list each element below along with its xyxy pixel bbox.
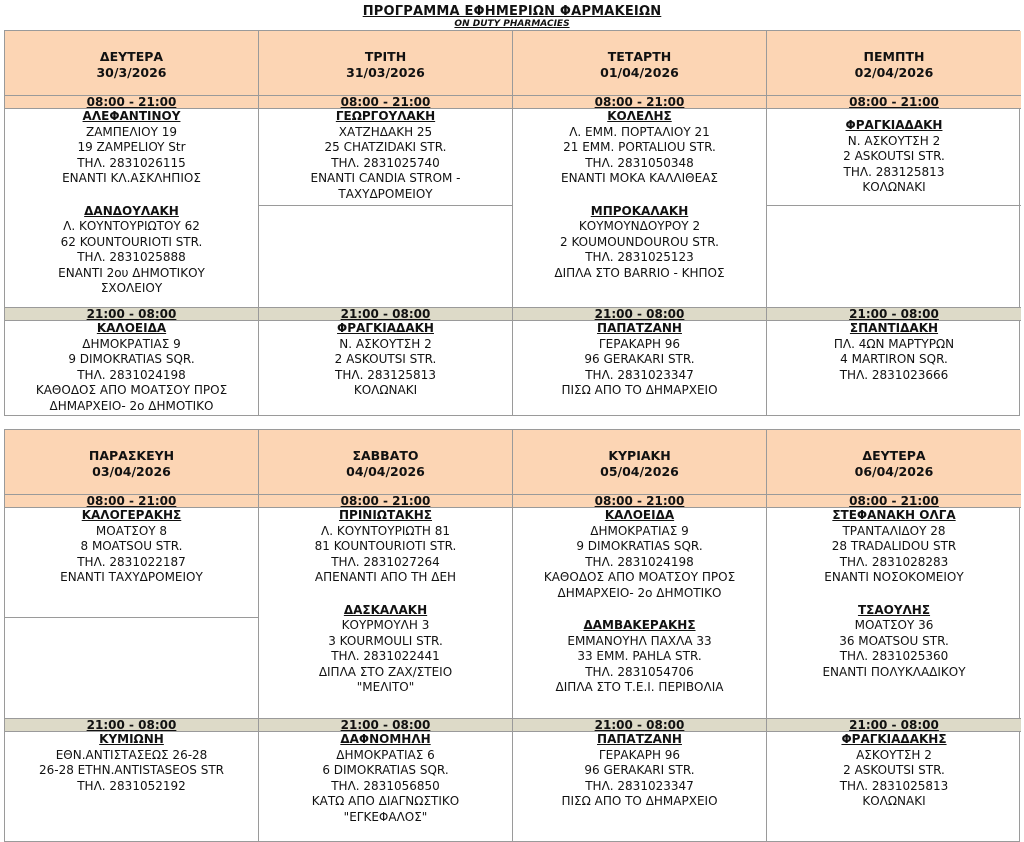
pharmacy-detail: ΕΝΑΝΤΙ ΜΟΚΑ ΚΑΛΛΙΘΕΑΣ [561,171,718,185]
cell-divider [767,205,1021,206]
pharmacy-detail: ΤΗΛ. 283125813 [335,367,436,382]
cell-divider [5,617,258,618]
pharmacy-entry [5,109,258,187]
day-header [5,430,258,495]
day-pharmacies [259,508,512,696]
pharmacy-detail: 81 KOUNTOURIOTI STR. [314,539,457,553]
pharmacy-name: ΔΑΜΒΑΚΕΡΑΚΗΣ [583,618,696,632]
day-pharmacies [513,508,766,696]
day-shift-label: 08:00 - 21:00 [259,495,512,508]
pharmacy-detail: ΓΕΡΑΚΑΡΗ 96 [598,747,681,762]
day-name: ΤΕΤΑΡΤΗ [607,49,672,64]
day-column [513,31,767,415]
pharmacy-detail: ΤΗΛ. 2831025123 [585,250,694,264]
pharmacy-detail: ΤΗΛ. 2831023666 [839,367,949,382]
pharmacy-detail: ΜΟΑΤΣΟΥ 36 [854,618,934,632]
pharmacy-detail: ΕΝΑΝΤΙ 2ου ΔΗΜΟΤΙΚΟΥ [58,265,205,280]
pharmacy-detail: 9 DIMOKRATIAS SQR. [576,539,703,553]
pharmacy-detail: 36 MOATSOU STR. [839,633,949,648]
day-pharmacies [767,508,1021,680]
night-shift-cell [513,732,766,810]
night-shift-label: 21:00 - 08:00 [5,718,258,732]
pharmacy-detail: ΠΛ. 4ΩΝ ΜΑΡΤΥΡΩΝ [833,336,955,351]
day-shift-cell [767,109,1021,307]
pharmacy-name: ΦΡΑΓΚΙΑΔΑΚΗΣ [841,732,947,746]
pharmacy-detail: ΚΑΘΟΔΟΣ ΑΠΟ ΜΟΑΤΣΟΥ ΠΡΟΣ [35,383,228,397]
pharmacy-detail: ΑΣΚΟΥΤΣΗ 2 [856,747,932,762]
day-header [259,430,512,495]
day-shift-cell [513,508,766,718]
pharmacy-detail: ΤΗΛ. 2831022187 [77,554,186,569]
pharmacy-name: ΚΑΛΟΕΙΔΑ [604,508,675,522]
night-shift-cell [5,321,258,414]
night-shift-cell [259,732,512,825]
pharmacy-entry [259,732,512,825]
day-name: ΔΕΥΤΕΡΑ [862,448,926,463]
day-date: 31/03/2026 [346,65,425,80]
pharmacy-detail: ΚΟΥΜΟΥΝΔΟΥΡΟΥ 2 [578,219,701,233]
pharmacy-detail: ΚΟΛΩΝΑΚΙ [353,383,418,397]
pharmacy-name: ΚΑΛΟΓΕΡΑΚΗΣ [81,508,182,522]
pharmacy-name: ΚΑΛΟΕΙΔΑ [96,321,167,335]
pharmacy-name: ΠΡΙΝΙΩΤΑΚΗΣ [338,508,433,522]
week-table [4,429,1020,842]
day-shift-label: 08:00 - 21:00 [5,495,258,508]
day-shift-label: 08:00 - 21:00 [767,495,1021,508]
pharmacy-entry [5,321,258,414]
pharmacy-detail: ΑΠΕΝΑΝΤΙ ΑΠΟ ΤΗ ΔΕΗ [314,570,457,584]
day-date: 03/04/2026 [92,464,171,479]
day-header [259,31,512,96]
pharmacy-detail: ΤΗΛ. 2831026115 [77,155,186,170]
pharmacy-entry [513,618,766,696]
pharmacy-entry [767,732,1021,810]
day-name: ΤΡΙΤΗ [364,49,407,64]
pharmacy-detail: ΤΗΛ. 283125813 [843,164,945,179]
pharmacy-detail: 21 ΕΜΜ. PORTALIOU STR. [563,140,716,154]
day-column [259,430,513,841]
day-pharmacies [5,508,258,586]
night-shift-label: 21:00 - 08:00 [5,307,258,321]
day-pharmacies [767,109,1021,196]
night-shift-cell [259,321,512,399]
night-shift-cell [5,732,258,794]
pharmacy-detail: ΤΗΛ. 2831050348 [585,155,694,170]
day-header [767,31,1021,96]
pharmacy-detail: 28 TRADALIDOU STR [831,539,957,553]
pharmacy-detail: 2 KOUMOUNDOUROU STR. [560,234,719,249]
pharmacy-detail: Ν. ΑΣΚΟΥΤΣΗ 2 [339,336,432,351]
day-shift-label: 08:00 - 21:00 [5,96,258,109]
day-shift-cell [5,508,258,718]
pharmacy-detail: ΕΝΑΝΤΙ ΤΑΧΥΔΡΟΜΕΙΟΥ [60,570,203,584]
day-name: ΔΕΥΤΕΡΑ [99,49,164,64]
pharmacy-detail: ΕΘΝ.ΑΝΤΙΣΤΑΣΕΩΣ 26-28 [55,747,208,762]
day-column [513,430,767,841]
day-date: 04/04/2026 [346,464,425,479]
day-shift-label: 08:00 - 21:00 [259,96,512,109]
pharmacy-entry [513,732,766,810]
pharmacy-detail: "ΕΓΚΕΦΑΛΟΣ" [343,809,428,824]
pharmacy-detail: ΤΗΛ. 2831027264 [331,554,440,569]
day-shift-cell [259,508,512,718]
pharmacy-detail: ΤΗΛ. 2831023347 [585,778,694,793]
pharmacy-detail: ΤΗΛ. 2831056850 [331,778,440,793]
pharmacy-detail: ΓΕΡΑΚΑΡΗ 96 [598,336,681,351]
pharmacy-name: ΠΑΠΑΤΖΑΝΗ [597,321,682,335]
pharmacy-detail: ΚΟΥΡΜΟΥΛΗ 3 [341,618,430,632]
pharmacy-name: ΦΡΑΓΚΙΑΔΑΚΗ [337,321,434,335]
day-header [513,430,766,495]
pharmacy-name: ΣΤΕΦΑΝΑΚΗ ΟΛΓΑ [832,508,956,522]
pharmacy-entry [513,109,766,187]
pharmacy-detail: 26-28 ETHN.ANTISTASEOS STR [38,763,225,777]
pharmacy-detail: ΕΝΑΝΤΙ ΠΟΛΥΚΛΑΔΙΚΟΥ [822,664,966,679]
night-shift-label: 21:00 - 08:00 [513,718,766,732]
day-column [767,31,1021,415]
day-shift-cell [5,109,258,307]
pharmacy-name: ΚΥΜΙΩΝΗ [99,732,164,746]
pharmacy-detail: ΚΑΤΩ ΑΠΟ ΔΙΑΓΝΩΣΤΙΚΟ [311,794,460,808]
pharmacy-detail: ΠΙΣΩ ΑΠΟ ΤΟ ΔΗΜΑΡΧΕΙΟ [561,794,718,808]
pharmacy-name: ΑΛΕΦΑΝΤΙΝΟΥ [82,109,181,123]
day-shift-cell [259,109,512,307]
pharmacy-entry [767,508,1021,586]
pharmacy-detail: ΔΙΠΛΑ ΣΤΟ BARRIO - ΚΗΠΟΣ [554,265,725,280]
pharmacy-entry [5,732,258,794]
pharmacy-detail: 8 MOATSOU STR. [80,539,183,553]
day-column [5,430,259,841]
pharmacy-name: ΜΠΡΟΚΑΛΑΚΗ [590,203,689,218]
pharmacy-detail: ΤΗΛ. 2831028283 [839,554,949,569]
pharmacy-detail: ΔΗΜΑΡΧΕΙΟ- 2ο ΔΗΜΟΤΙΚΟ [557,585,722,600]
pharmacy-entry [767,321,1021,383]
pharmacy-detail: ΚΑΘΟΔΟΣ ΑΠΟ ΜΟΑΤΣΟΥ ΠΡΟΣ [543,570,736,584]
night-shift-label: 21:00 - 08:00 [259,307,512,321]
pharmacy-detail: 6 DIMOKRATIAS SQR. [322,763,449,777]
day-date: 02/04/2026 [854,65,934,80]
pharmacy-entry [5,204,258,297]
pharmacy-detail: 33 ΕΜΜ. PAHLA STR. [577,649,702,663]
pharmacy-detail: 2 ASKOUTSI STR. [334,352,437,366]
pharmacy-name: ΦΡΑΓΚΙΑΔΑΚΗ [845,118,943,132]
pharmacy-detail: ΤΗΛ. 2831023347 [585,367,694,382]
pharmacy-detail: 62 KOUNTOURIOTI STR. [60,234,203,249]
pharmacy-detail: ΤΗΛ. 2831024198 [77,367,186,382]
pharmacy-entry [259,508,512,586]
pharmacy-detail: ΕΝΑΝΤΙ CANDIA STROM - [310,171,461,185]
pharmacy-detail: 25 CHATZIDAKI STR. [324,140,447,154]
day-shift-label: 08:00 - 21:00 [513,96,766,109]
day-name: ΚΥΡΙΑΚΗ [608,448,671,463]
pharmacy-entry [767,603,1021,681]
day-shift-label: 08:00 - 21:00 [767,96,1021,109]
page-title: ΠΡΟΓΡΑΜΜΑ ΕΦΗΜΕΡΙΩΝ ΦΑΡΜΑΚΕΙΩΝ [362,4,662,19]
night-shift-label: 21:00 - 08:00 [513,307,766,321]
pharmacy-detail: ΕΜΜΑΝΟΥΗΛ ΠΑΧΛΑ 33 [567,633,712,648]
pharmacy-entry [259,321,512,399]
pharmacy-detail: Λ. ΚΟΥΝΤΟΥΡΙΩΤΟΥ 62 [63,219,200,233]
pharmacy-entry [513,508,766,601]
night-shift-cell [767,732,1021,810]
day-date: 30/3/2026 [96,65,167,80]
pharmacy-detail: ΤΗΛ. 2831025740 [331,155,440,170]
pharmacy-detail: ΔΙΠΛΑ ΣΤΟ Τ.Ε.Ι. ΠΕΡΙΒΟΛΙΑ [555,680,724,694]
pharmacy-detail: 96 GERAKARI STR. [584,352,695,366]
pharmacy-entry [5,508,258,586]
pharmacy-detail: 4 MARTIRON SQR. [840,352,948,366]
day-name: ΣΑΒΒΑΤΟ [352,448,419,463]
day-column [259,31,513,415]
pharmacy-detail: ΚΟΛΩΝΑΚΙ [862,180,926,194]
night-shift-cell [513,321,766,399]
day-shift-cell [767,508,1021,718]
day-name: ΠΑΡΑΣΚΕΥΗ [88,448,175,463]
pharmacy-detail: 2 ASKOUTSI STR. [843,763,945,777]
day-header [767,430,1021,495]
pharmacy-detail: 19 ZAMPELIOY Str [77,140,186,154]
pharmacy-entry [513,204,766,282]
day-shift-cell [513,109,766,307]
pharmacy-detail: ΧΑΤΖΗΔΑΚΗ 25 [338,124,433,139]
night-shift-cell [767,321,1021,383]
pharmacy-detail: ΤΗΛ. 2831022441 [331,649,440,663]
pharmacy-detail: ΜΟΑΤΣΟΥ 8 [95,523,168,538]
pharmacy-detail: ΤΗΛ. 2831025813 [839,778,949,793]
day-date: 05/04/2026 [600,464,679,479]
pharmacy-name: ΠΑΠΑΤΖΑΝΗ [597,732,682,746]
pharmacy-detail: 2 ASKOUTSI STR. [843,149,945,163]
day-date: 01/04/2026 [600,65,679,80]
pharmacy-name: ΔΑΦΝΟΜΗΛΗ [340,732,431,746]
pharmacy-detail: ΚΟΛΩΝΑΚΙ [862,794,926,808]
day-pharmacies [259,109,512,202]
pharmacy-name: ΔΑΣΚΑΛΑΚΗ [343,602,428,617]
pharmacy-detail: Λ. ΕΜΜ. ΠΟΡΤΑΛΙΟΥ 21 [569,124,710,139]
pharmacy-detail: Ν. ΑΣΚΟΥΤΣΗ 2 [847,133,941,148]
pharmacy-entry [259,109,512,202]
cell-divider [259,205,512,206]
day-column [5,31,259,415]
week-table [4,30,1020,416]
day-header [5,31,258,96]
pharmacy-detail: 96 GERAKARI STR. [584,763,695,777]
day-name: ΠΕΜΠΤΗ [863,49,925,64]
pharmacy-detail: ΔΗΜΟΚΡΑΤΙΑΣ 9 [82,336,181,351]
pharmacy-detail: "ΜΕΛΙΤΟ" [356,680,415,694]
pharmacy-detail: ΔΙΠΛΑ ΣΤΟ ΖΑΧ/ΣΤΕΙΟ [318,664,453,679]
day-pharmacies [513,109,766,281]
pharmacy-detail: ΖΑΜΠΕΛΙΟΥ 19 [86,124,177,139]
pharmacy-detail: ΔΗΜΟΚΡΑΤΙΑΣ 9 [590,523,689,538]
pharmacy-name: ΚΟΛΕΛΗΣ [607,109,672,123]
pharmacy-entry [259,603,512,696]
pharmacy-detail: ΤΗΛ. 2831024198 [585,554,694,569]
pharmacy-detail: ΤΗΛ. 2831025360 [839,649,949,663]
day-shift-label: 08:00 - 21:00 [513,495,766,508]
pharmacy-entry [767,118,1021,196]
pharmacy-detail: ΤΗΛ. 2831052192 [77,778,186,793]
pharmacy-detail: 3 KOURMOULI STR. [328,633,443,648]
pharmacy-detail: ΣΧΟΛΕΙΟΥ [100,281,163,295]
pharmacy-name: ΓΕΩΡΓΟΥΛΑΚΗ [335,109,436,123]
pharmacy-detail: ΤΑΧΥΔΡΟΜΕΙΟΥ [338,186,433,201]
pharmacy-detail: ΠΙΣΩ ΑΠΟ ΤΟ ΔΗΜΑΡΧΕΙΟ [561,383,718,397]
pharmacy-name: ΣΠΑΝΤΙΔΑΚΗ [849,321,939,335]
night-shift-label: 21:00 - 08:00 [259,718,512,732]
pharmacy-detail: ΤΡΑΝΤΑΛΙΔΟΥ 28 [842,523,946,538]
pharmacy-detail: ΤΗΛ. 2831025888 [77,250,186,264]
pharmacy-detail: ΔΗΜΟΚΡΑΤΙΑΣ 6 [336,747,435,762]
page-subtitle: ON DUTY PHARMACIES [454,19,570,29]
pharmacy-detail: ΕΝΑΝΤΙ ΝΟΣΟΚΟΜΕΙΟΥ [824,570,964,584]
night-shift-label: 21:00 - 08:00 [767,307,1021,321]
day-pharmacies [5,109,258,297]
day-header [513,31,766,96]
pharmacy-name: ΔΑΝΔΟΥΛΑΚΗ [84,203,179,218]
night-shift-label: 21:00 - 08:00 [767,718,1021,732]
pharmacy-detail: ΕΝΑΝΤΙ ΚΛ.ΑΣΚΛΗΠΙΟΣ [62,171,201,185]
pharmacy-detail: ΤΗΛ. 2831054706 [585,664,694,679]
pharmacy-entry [513,321,766,399]
pharmacy-detail: ΔΗΜΑΡΧΕΙΟ- 2ο ΔΗΜΟΤΙΚΟ [49,398,214,413]
pharmacy-detail: Λ. ΚΟΥΝΤΟΥΡΙΩΤΗ 81 [321,523,450,538]
pharmacy-detail: 9 DIMOKRATIAS SQR. [68,352,195,366]
day-column [767,430,1021,841]
day-date: 06/04/2026 [854,464,934,479]
pharmacy-name: ΤΣΑΟΥΛΗΣ [857,602,931,617]
